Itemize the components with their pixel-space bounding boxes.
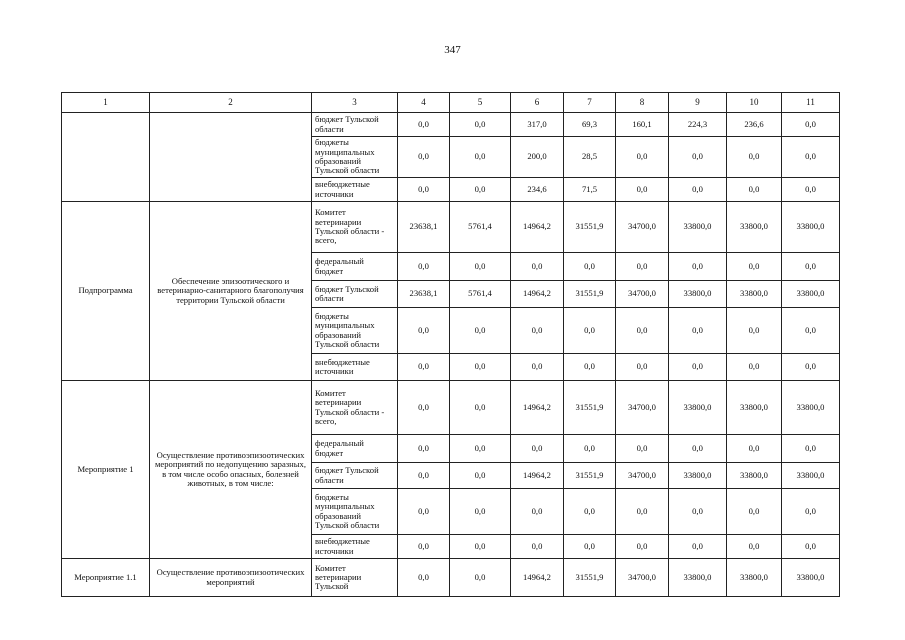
table-row: [62, 559, 840, 597]
value-cell: 0,0: [727, 435, 782, 463]
value-cell: 0,0: [669, 253, 727, 281]
column-header: 5: [450, 93, 511, 113]
value-cell: 0,0: [450, 535, 511, 559]
value-cell: 0,0: [398, 381, 450, 435]
value-cell: 0,0: [782, 489, 840, 535]
value-cell: 0,0: [727, 308, 782, 354]
value-cell: 31551,9: [564, 202, 616, 253]
value-cell: 33800,0: [669, 202, 727, 253]
funding-source-cell: Комитет ветеринарии Тульской области - всего,: [312, 381, 398, 435]
value-cell: 0,0: [511, 308, 564, 354]
value-cell: 0,0: [564, 489, 616, 535]
row-name-cell: Осуществление противоэпизоотических мероприятий: [150, 559, 312, 597]
row-level-cell: Мероприятие 1.1: [62, 559, 150, 597]
value-cell: 34700,0: [616, 381, 669, 435]
value-cell: 236,6: [727, 113, 782, 137]
value-cell: 0,0: [669, 535, 727, 559]
value-cell: 33800,0: [669, 381, 727, 435]
value-cell: 14964,2: [511, 381, 564, 435]
value-cell: 33800,0: [727, 463, 782, 489]
value-cell: 23638,1: [398, 281, 450, 308]
value-cell: 34700,0: [616, 281, 669, 308]
value-cell: 0,0: [669, 354, 727, 381]
value-cell: 0,0: [511, 354, 564, 381]
value-cell: 0,0: [669, 308, 727, 354]
row-name-cell: [150, 113, 312, 202]
value-cell: 71,5: [564, 178, 616, 202]
value-cell: 0,0: [398, 489, 450, 535]
value-cell: 0,0: [782, 137, 840, 178]
value-cell: 0,0: [616, 535, 669, 559]
value-cell: 0,0: [616, 489, 669, 535]
value-cell: 0,0: [564, 535, 616, 559]
value-cell: 0,0: [564, 308, 616, 354]
value-cell: 0,0: [782, 178, 840, 202]
column-header: 4: [398, 93, 450, 113]
value-cell: 33800,0: [782, 381, 840, 435]
value-cell: 31551,9: [564, 559, 616, 597]
value-cell: 0,0: [398, 354, 450, 381]
value-cell: 0,0: [398, 463, 450, 489]
funding-source-cell: бюджет Тульской области: [312, 113, 398, 137]
value-cell: 33800,0: [669, 281, 727, 308]
value-cell: 33800,0: [782, 559, 840, 597]
column-header: 2: [150, 93, 312, 113]
value-cell: 0,0: [450, 559, 511, 597]
value-cell: 0,0: [669, 489, 727, 535]
funding-source-cell: бюджет Тульской области: [312, 463, 398, 489]
value-cell: 200,0: [511, 137, 564, 178]
value-cell: 14964,2: [511, 463, 564, 489]
funding-source-cell: Комитет ветеринарии Тульской: [312, 559, 398, 597]
value-cell: 0,0: [782, 253, 840, 281]
value-cell: 0,0: [669, 137, 727, 178]
value-cell: 34700,0: [616, 202, 669, 253]
value-cell: 28,5: [564, 137, 616, 178]
value-cell: 0,0: [782, 308, 840, 354]
column-header: 10: [727, 93, 782, 113]
value-cell: 0,0: [450, 253, 511, 281]
value-cell: 0,0: [616, 308, 669, 354]
value-cell: 0,0: [450, 435, 511, 463]
value-cell: 31551,9: [564, 463, 616, 489]
value-cell: 0,0: [450, 178, 511, 202]
value-cell: 0,0: [782, 435, 840, 463]
funding-source-cell: бюджеты муниципальных образований Тульской области: [312, 308, 398, 354]
value-cell: 0,0: [450, 137, 511, 178]
value-cell: 33800,0: [782, 281, 840, 308]
value-cell: 160,1: [616, 113, 669, 137]
value-cell: 0,0: [398, 559, 450, 597]
funding-source-cell: внебюджетные источники: [312, 178, 398, 202]
funding-source-cell: бюджеты муниципальных образований Тульской области: [312, 489, 398, 535]
value-cell: 31551,9: [564, 281, 616, 308]
funding-source-cell: федеральный бюджет: [312, 435, 398, 463]
value-cell: 0,0: [398, 535, 450, 559]
value-cell: 0,0: [511, 489, 564, 535]
value-cell: 31551,9: [564, 381, 616, 435]
value-cell: 0,0: [398, 113, 450, 137]
value-cell: 34700,0: [616, 463, 669, 489]
value-cell: 0,0: [616, 178, 669, 202]
table-row: [62, 202, 840, 253]
value-cell: 0,0: [727, 489, 782, 535]
value-cell: 69,3: [564, 113, 616, 137]
row-name-cell: Осуществление противоэпизоотических мероприятий по недопущению заразных, в том числе особо опасных, болезней животных, в том числе:: [150, 381, 312, 559]
value-cell: 0,0: [616, 137, 669, 178]
value-cell: 0,0: [511, 435, 564, 463]
value-cell: 0,0: [450, 463, 511, 489]
table-row: [62, 113, 840, 137]
column-header: 11: [782, 93, 840, 113]
value-cell: 0,0: [564, 435, 616, 463]
value-cell: 34700,0: [616, 559, 669, 597]
table-header-row: [62, 93, 840, 113]
value-cell: 0,0: [398, 308, 450, 354]
value-cell: 23638,1: [398, 202, 450, 253]
value-cell: 33800,0: [727, 202, 782, 253]
value-cell: 0,0: [669, 435, 727, 463]
column-header: 3: [312, 93, 398, 113]
value-cell: 33800,0: [669, 559, 727, 597]
column-header: 9: [669, 93, 727, 113]
value-cell: 33800,0: [782, 202, 840, 253]
value-cell: 0,0: [450, 113, 511, 137]
column-header: 6: [511, 93, 564, 113]
value-cell: 0,0: [398, 178, 450, 202]
row-level-cell: Мероприятие 1: [62, 381, 150, 559]
value-cell: 14964,2: [511, 281, 564, 308]
value-cell: 0,0: [727, 137, 782, 178]
funding-source-cell: Комитет ветеринарии Тульской области - всего,: [312, 202, 398, 253]
funding-source-cell: федеральный бюджет: [312, 253, 398, 281]
value-cell: 0,0: [616, 253, 669, 281]
value-cell: 317,0: [511, 113, 564, 137]
funding-source-cell: бюджет Тульской области: [312, 281, 398, 308]
value-cell: 0,0: [564, 253, 616, 281]
value-cell: 0,0: [782, 113, 840, 137]
budget-table: [61, 92, 840, 597]
value-cell: 33800,0: [669, 463, 727, 489]
value-cell: 33800,0: [727, 381, 782, 435]
value-cell: 234,6: [511, 178, 564, 202]
value-cell: 0,0: [782, 354, 840, 381]
value-cell: 0,0: [669, 178, 727, 202]
value-cell: 33800,0: [727, 281, 782, 308]
value-cell: 0,0: [727, 253, 782, 281]
value-cell: 5761,4: [450, 202, 511, 253]
value-cell: 14964,2: [511, 559, 564, 597]
value-cell: 0,0: [616, 435, 669, 463]
value-cell: 0,0: [398, 435, 450, 463]
funding-source-cell: внебюджетные источники: [312, 535, 398, 559]
table-row: [62, 381, 840, 435]
column-header: 8: [616, 93, 669, 113]
value-cell: 14964,2: [511, 202, 564, 253]
value-cell: 0,0: [616, 354, 669, 381]
value-cell: 0,0: [450, 308, 511, 354]
value-cell: 0,0: [398, 253, 450, 281]
funding-source-cell: внебюджетные источники: [312, 354, 398, 381]
row-level-cell: [62, 113, 150, 202]
value-cell: 0,0: [727, 178, 782, 202]
row-name-cell: Обеспечение эпизоотического и ветеринарно-санитарного благополучия территории Тульской области: [150, 202, 312, 381]
value-cell: 0,0: [511, 253, 564, 281]
value-cell: 0,0: [727, 354, 782, 381]
value-cell: 0,0: [564, 354, 616, 381]
value-cell: 0,0: [511, 535, 564, 559]
row-level-cell: Подпрограмма: [62, 202, 150, 381]
value-cell: 0,0: [782, 535, 840, 559]
funding-source-cell: бюджеты муниципальных образований Тульской области: [312, 137, 398, 178]
column-header: 1: [62, 93, 150, 113]
value-cell: 0,0: [450, 354, 511, 381]
value-cell: 5761,4: [450, 281, 511, 308]
column-header: 7: [564, 93, 616, 113]
value-cell: 33800,0: [782, 463, 840, 489]
value-cell: 0,0: [450, 381, 511, 435]
value-cell: 224,3: [669, 113, 727, 137]
value-cell: 0,0: [450, 489, 511, 535]
value-cell: 33800,0: [727, 559, 782, 597]
value-cell: 0,0: [727, 535, 782, 559]
value-cell: 0,0: [398, 137, 450, 178]
page-number: 347: [444, 44, 461, 56]
